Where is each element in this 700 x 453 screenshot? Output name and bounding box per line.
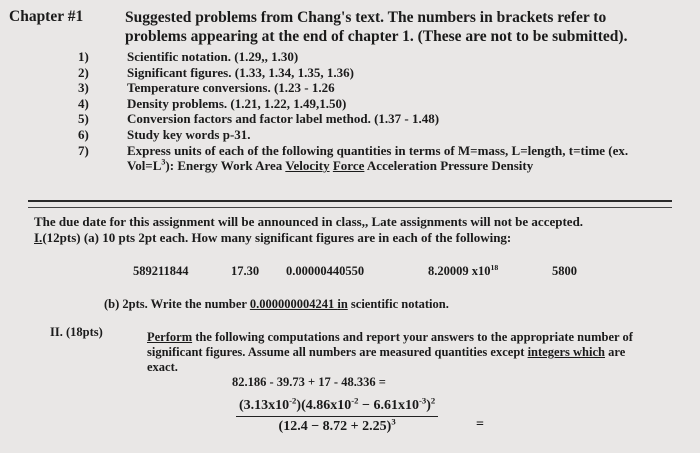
list-item: Temperature conversions. (1.23 - 1.26 — [127, 80, 335, 96]
list-item: Express units of each of the following quantities in terms of M=mass, L=length, t=time (ex. — [127, 142, 629, 158]
item-number: 7) — [78, 142, 89, 158]
list-item: Scientific notation. (1.29,, 1.30) — [127, 49, 299, 64]
due-date-note: The due date for this assignment will be announced in class,, Late assignments will not be accepted. — [34, 214, 584, 229]
assignment-section-1 — [34, 214, 583, 246]
arithmetic-expression: 82.186 - 39.73 + 17 - 48.336 = — [232, 375, 386, 389]
item-number: 2) — [78, 64, 89, 80]
sig-fig-number-2: 17.30 — [231, 264, 260, 278]
section-2-label: II. (18pts) — [50, 325, 103, 339]
sig-fig-number-4: 8.20009 $x10^{18}$ — [428, 262, 499, 278]
list-item: Conversion factors and factor label method. (1.37 - 1.48) — [127, 111, 440, 127]
item-numbers — [78, 49, 89, 158]
list-item: Significant figures. (1.33, 1.34, 1.35, 1.36) — [127, 64, 354, 80]
heading-line-1: Suggested problems from Chang's text. The numbers in brackets refer to — [125, 9, 607, 26]
instructions-heading — [125, 8, 627, 46]
heading-line-2: problems appearing at the end of chapter 1. (These are not to be submitted). — [125, 28, 628, 45]
list-item-continuation: $Vol=L^3$): Energy Work Area Velocity Force Acceleration Pressure Density — [127, 157, 534, 174]
section-divider — [28, 200, 672, 208]
item-number: 5) — [78, 111, 89, 127]
list-item: Density problems. (1.21, 1.22, 1.49,1.50) — [127, 95, 347, 111]
chapter-label: Chapter #1 — [9, 8, 84, 25]
fraction-denominator: $(12.4 - 8.72 + 2.25)^3$ — [278, 416, 396, 434]
fraction-expression — [236, 395, 438, 435]
fraction-numerator: $(3.13x10^{-2})(4.86x10^{-2} - 6.61x10^{-3})^2$ — [236, 398, 438, 417]
item-number: 6) — [78, 126, 89, 142]
part-a-instructions: I.(12pts) (a) 10 pts 2pt each. How many significant figures are in each of the following: — [34, 230, 512, 245]
velocity-term: Velocity — [285, 158, 330, 174]
item-number: 1) — [78, 49, 89, 64]
section-2-instructions: Perform the following computations and report your answers to the appropriate number of significant figures. Assume all numbers are measured quantities except integers which are exact. — [147, 330, 633, 374]
sig-fig-number-1: 589211844 — [133, 264, 189, 278]
equals-sign: = — [476, 417, 484, 432]
part-b-instructions: (b) 2pts. Write the number 0.000000004241 in scientific notation. — [104, 297, 449, 311]
item-number: 3) — [78, 80, 89, 96]
force-term: Force — [332, 158, 365, 174]
sig-fig-number-3: 0.00000440550 — [286, 264, 365, 278]
item-list — [127, 49, 628, 174]
sig-fig-number-5: 5800 — [552, 264, 577, 278]
list-item: Study key words p-31. — [127, 126, 251, 142]
item-number: 4) — [78, 95, 89, 111]
